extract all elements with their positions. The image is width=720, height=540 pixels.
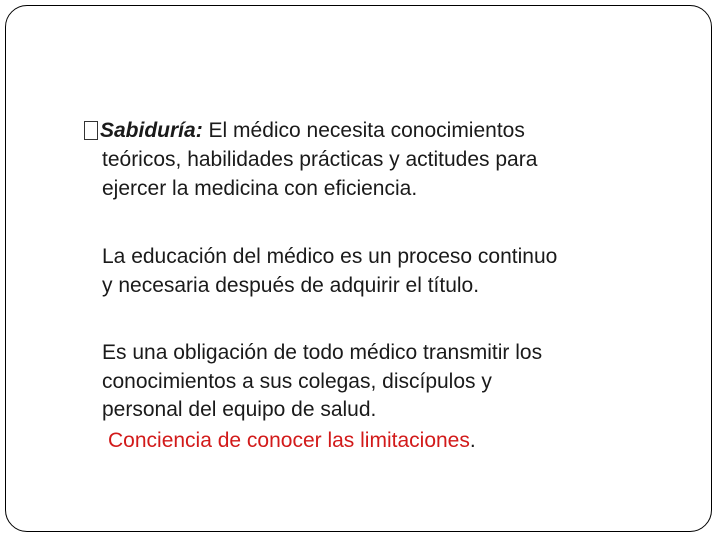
term-sabiduria: Sabiduría: <box>100 119 203 142</box>
bullet-box-icon <box>84 121 98 140</box>
paragraph-1-line-1 <box>84 118 525 144</box>
limitations-period: . <box>469 429 476 452</box>
paragraph-3-line-2: conocimientos a sus colegas, discípulos y <box>102 370 492 393</box>
paragraph-2-line-2: y necesaria después de adquirir el título. <box>102 274 480 297</box>
paragraph-3-line-1: Es una obligación de todo médico transmitir los <box>102 341 543 364</box>
paragraph-2-line-1: La educación del médico es un proceso continuo <box>102 245 558 268</box>
paragraph-3-line-3: personal del equipo de salud. <box>102 398 377 421</box>
limitations-highlight: Conciencia de conocer las limitaciones <box>108 429 470 452</box>
paragraph-1-line-2: teóricos, habilidades prácticas y actitudes para <box>102 148 538 171</box>
paragraph-1-line-3: ejercer la medicina con eficiencia. <box>102 177 418 200</box>
paragraph-4-line-1 <box>108 428 476 454</box>
paragraph-1-text: El médico necesita conocimientos <box>202 119 525 142</box>
